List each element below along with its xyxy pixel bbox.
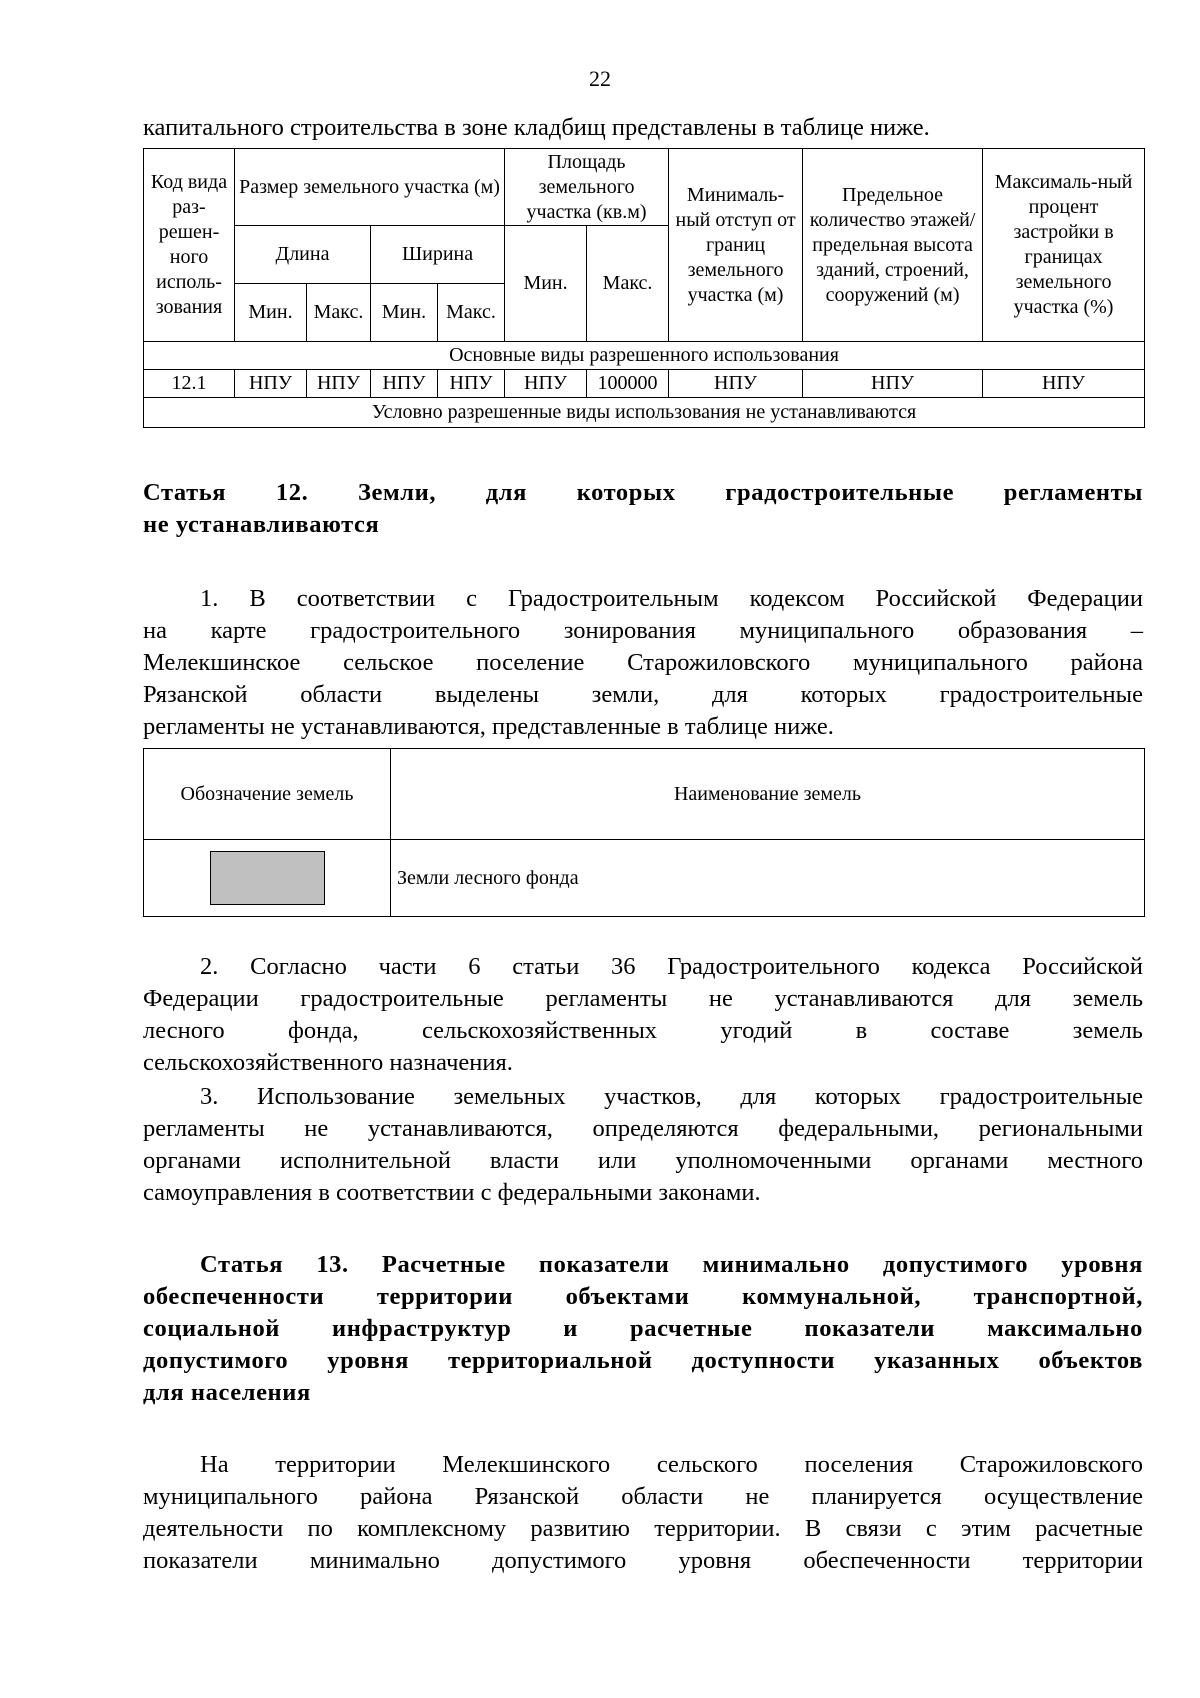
cell-indent: НПУ (669, 370, 803, 398)
article12-p2-line4: сельскохозяйственного назначения. (143, 1049, 513, 1076)
article13-title-line2: обеспеченности территории объектами коммунальной, транспортной, (143, 1283, 1143, 1310)
article13-title-line3: социальной инфраструктур и расчетные показатели максимально (143, 1315, 1143, 1342)
cell-length-max: НПУ (307, 370, 371, 398)
article12-p1-line1: 1. В соответствии с Градостроительным кодексом Российской Федерации (200, 585, 1143, 612)
header-floors: Предельное количество этажей/ предельная высота зданий, строений, сооружений (м) (803, 149, 983, 342)
header-percent: Максималь-ный процент застройки в границах земельного участка (%) (983, 149, 1145, 342)
cell-area-max: 100000 (587, 370, 669, 398)
article12-p1-line2: на карте градостроительного зонирования муниципального образования – (143, 617, 1143, 644)
header-area: Площадь земельного участка (кв.м) (505, 149, 669, 226)
table-row (144, 840, 1145, 917)
header-size: Размер земельного участка (м) (235, 149, 505, 226)
header-width-max: Макс. (438, 284, 505, 342)
article13-p1-line1: На территории Мелекшинского сельского поселения Старожиловского (200, 1451, 1143, 1478)
cell-code: 12.1 (144, 370, 235, 398)
article12-p1-line3: Мелекшинское сельское поселение Старожиловского муниципального района (143, 649, 1143, 676)
land-name-cell: Земли лесного фонда (391, 840, 1145, 917)
article13-p1-line2: муниципального района Рязанской области не планируется осуществление (143, 1483, 1143, 1510)
article12-p2-line1: 2. Согласно части 6 статьи 36 Градостроительного кодекса Российской (200, 953, 1143, 980)
cell-area-min: НПУ (505, 370, 587, 398)
header-area-min: Мин. (505, 226, 587, 342)
header-length-max: Макс. (307, 284, 371, 342)
article12-p3-line1: 3. Использование земельных участков, для которых градостроительные (200, 1083, 1143, 1110)
article13-title-line4: допустимого уровня территориальной доступности указанных объектов (143, 1347, 1143, 1374)
header-area-max: Макс. (587, 226, 669, 342)
table-row (144, 370, 1145, 398)
header-indent: Минималь-ный отступ от границ земельного участка (м) (669, 149, 803, 342)
article12-title-line2: не устанавливаются (143, 511, 380, 538)
page-number: 22 (589, 66, 611, 91)
regulations-table (143, 148, 1145, 428)
article12-p2-line2: Федерации градостроительные регламенты не устанавливаются для земель (143, 985, 1143, 1012)
header-code: Код вида раз-решен-ного исполь-зования (144, 149, 235, 342)
cell-width-max: НПУ (438, 370, 505, 398)
cell-floors: НПУ (803, 370, 983, 398)
section-main-uses: Основные виды разрешенного использования (144, 342, 1145, 370)
article13-title-line1: Статья 13. Расчетные показатели минимально допустимого уровня (200, 1251, 1143, 1278)
article12-p3-line2: регламенты не устанавливаются, определяются федеральными, региональными (143, 1115, 1143, 1142)
article13-p1-line3: деятельности по комплексному развитию территории. В связи с этим расчетные (143, 1515, 1143, 1542)
article13-p1-line4: показатели минимально допустимого уровня обеспеченности территории (143, 1547, 1143, 1574)
article12-p2-line3: лесного фонда, сельскохозяйственных угодий в составе земель (143, 1017, 1143, 1044)
header-length: Длина (235, 226, 371, 284)
article13-title-line5: для населения (143, 1379, 311, 1406)
header-length-min: Мин. (235, 284, 307, 342)
article12-p1-line5: регламенты не устанавливаются, представленные в таблице ниже. (143, 713, 834, 740)
section-conditional-uses: Условно разрешенные виды использования не устанавливаются (144, 398, 1145, 428)
cell-width-min: НПУ (371, 370, 438, 398)
cell-percent: НПУ (983, 370, 1145, 398)
designation-cell (144, 840, 391, 917)
article12-p1-line4: Рязанской области выделены земли, для которых градостроительные (143, 681, 1143, 708)
article12-title-line1: Статья 12. Земли, для которых градостроительные регламенты (143, 479, 1143, 506)
land-designation-table (143, 748, 1145, 917)
article12-p3-line4: самоуправления в соответствии с федеральными законами. (143, 1179, 761, 1206)
intro-line: капитального строительства в зоне кладбищ представлены в таблице ниже. (143, 114, 930, 141)
cell-length-min: НПУ (235, 370, 307, 398)
header-designation: Обозначение земель (144, 749, 391, 840)
header-width-min: Мин. (371, 284, 438, 342)
article12-p3-line3: органами исполнительной власти или уполномоченными органами местного (143, 1147, 1143, 1174)
header-width: Ширина (371, 226, 505, 284)
forest-land-swatch (210, 851, 325, 905)
header-land-name: Наименование земель (391, 749, 1145, 840)
